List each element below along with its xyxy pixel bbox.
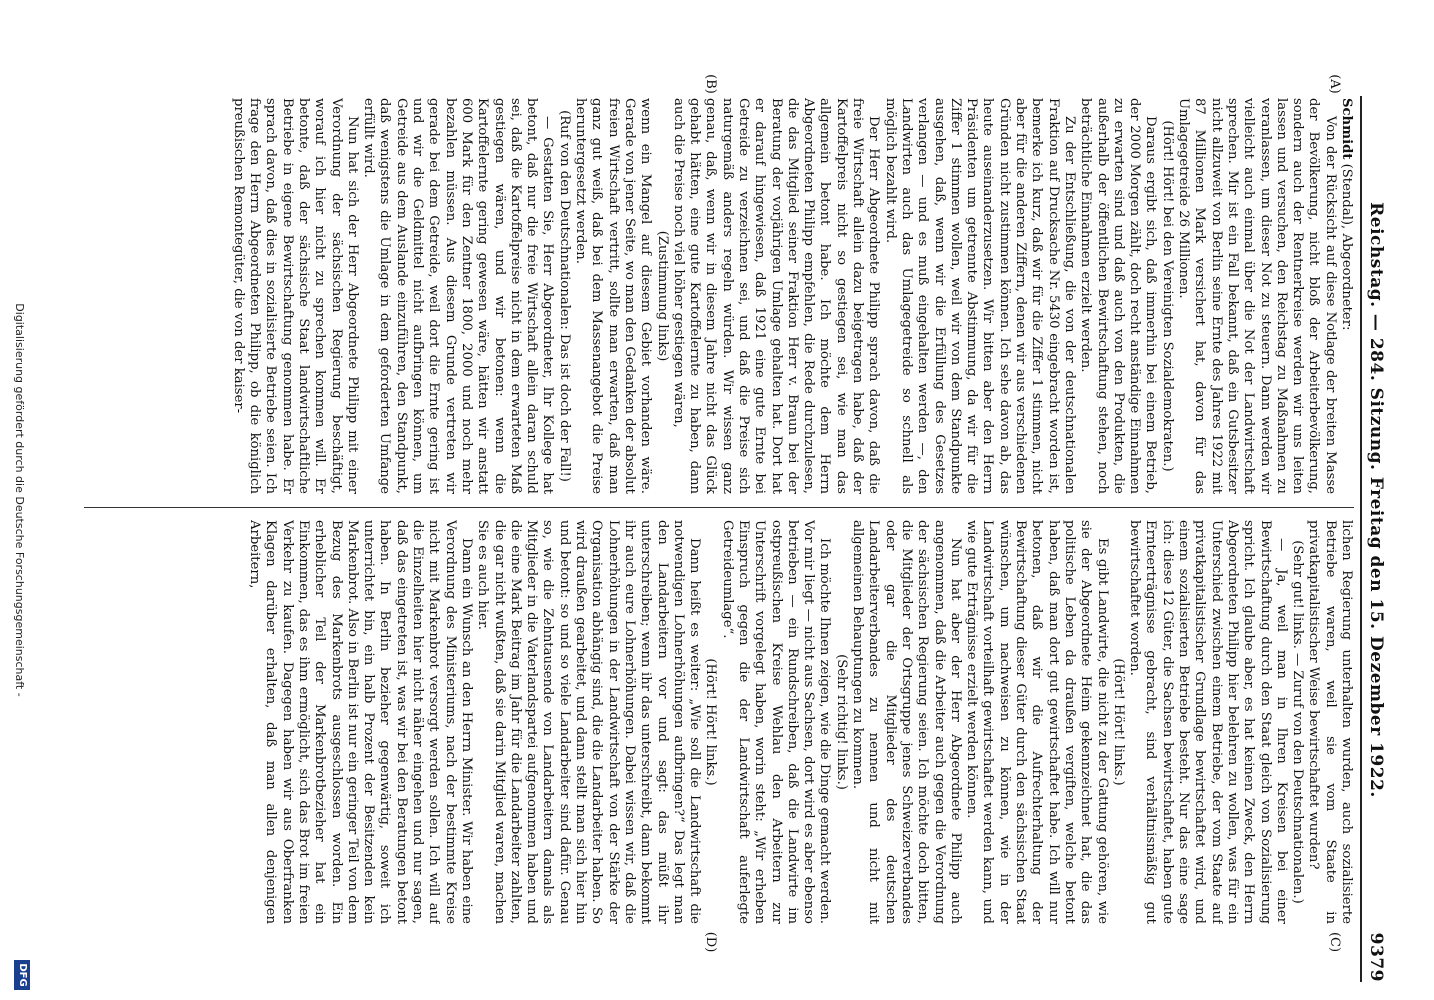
paragraph: Dann ein Wunsch an den Herrn Minister. Wir haben eine Verordnung des Ministeriums, nach der bestimmte Kreise nicht mit Markenbrot versorgt werden sollen. Ich will auf die Einzelheiten hier nicht näher eingehen und nur sagen, daß das eingetreten ist, was wir bei den Beratungen betont haben. In Berlin bezieher gegenwärtig, soweit ich unterrichtet bin, ein halb Prozent der Besitzenden kein Markenbrot. Also in Berlin ist nur ein geringer Teil von dem Bezug des Markenbrots ausgeschlossen worden. Ein erheblicher Teil der Markenbrotbezieher hat ein Einkommen, das es ihm ermöglicht, sich das Brot im freien Verkehr zu kaufen. Dagegen haben wir aus Oberfranken Klagen darüber erhalten, daß man allen denjenigen Arbeitern, [247,520,474,924]
speaker-name: Schmidt [1339,98,1354,160]
paragraph: Zu der Entschließung, die von der deutschnationalen Fraktion auf Drucksache Nr. 5430 eingebracht worden ist, bemerke ich kurz, daß wir für die Ziffer 1 stimmen, nicht aber für die anderen Ziffern, denen wir aus verschiedenen Gründen nicht zustimmen können. Ich sehe davon ab, das heute auseinanderzusetzen. Wir bitten aber den Herrn Präsidenten um getrennte Abstimmung, da wir für die Ziffer 1 stimmen wollen, weil wir von dem Standpunkte ausgehen, daß, wenn wir die Erfüllung des Gesetzes verlangen — und es muß eingehalten werden —, den Landwirten auch das Umlagegetreide so schnell als möglich bezahlt wird. [882,98,1077,494]
digitization-credit: Digitalisierung gefördert durch die Deutsche Forschungsgemeinschaft - [13,303,26,697]
interjection: (Sehr richtig! links.) [833,654,849,790]
left-column [79,98,1354,494]
speaker-affiliation: (Stendal), Abgeordneter: [1339,159,1354,331]
paragraph: — Gestatten Sie, Herr Abgeordneter, Ihr Kollege hat betont, daß nur die freie Wirtschaft allein daran schuld sei, daß die Kartoffelpreise nicht in dem erwarteten Maß gestiegen wären, und wir betonen: wenn die Kartoffelernte gering gewesen wäre, hätten wir anstatt 600 Mark für den Zentner 1800, 2000 und noch mehr bezahlen müssen. Aus diesem Grunde vertreten wir gerade bei dem Getreide, weil dort die Ernte gering ist und wir die Geldmittel nicht aufbringen können, um Getreide aus dem Auslande einzuführen, den Standpunkt, daß wenigstens die Umlage in dem geforderten Umfange erfüllt wird. [361,98,556,494]
header-rule [1360,96,1362,982]
interjection: (Ruf von den Deutschnationalen: Das ist doch der Fall!) [556,110,572,482]
page-header [1362,0,1386,1000]
page-title: Reichstag. — 284. Sitzung. Freitag den 15. Dezember 1922. [1366,202,1386,798]
paragraph: Der Herr Abgeordnete Philipp sprach davon, daß die freie Wirtschaft allein dazu beigetragen habe, daß der Kartoffelpreis nicht so gestiegen sei, wie man das allgemein betont habe. Ich möchte dem Herrn Abgeordneten Philipp empfehlen, die Rede durchzulesen, die das Mitglied seiner Fraktion Herr v. Braun bei der Beratung der vorjährigen Umlage gehalten hat. Dort hat er darauf hingewiesen, daß 1921 eine gute Ernte bei Getreide zu verzeichnen sei, und daß die Preise sich naturgemäß anders regeln würden. Wir wissen ganz genau, daß, wenn wir in diesem Jahre nicht das Glück gehabt hätten, eine gute Kartoffelernte zu haben, dann auch die Preise noch viel höher gestiegen wären, [670,98,882,494]
interjection: (Sehr gut! links. — Zuruf von den Deutschnationalen.) [1290,540,1306,904]
interjection: (Zustimmung links) [654,230,670,362]
column-divider [84,507,1354,508]
paragraph: lichen Regierung unterhalten wurden, auch sozialisierte Betriebe waren, weil sie vom Staate in privatkapitalistischer Weise bewirtschaftet wurden? [1306,520,1354,924]
paragraph: Es gibt Landwirte, die nicht zu der Gattung gehören, wie sie der Abgeordnete Heim gekennzeichnet hat, die das politische Leben da draußen vergiften, welche betont haben, daß man dort gut gewirtschaftet habe. Ich will nur betonen, daß wir die Aufrechterhaltung der Bewirtschaftung dieser Güter durch den sächsischen Staat wünschen, um nachweisen zu können, wie in der Landwirtschaft vorteilhaft gewirtschaftet werden kann, und wie gute Erträgnisse erzielt werden können. [964,520,1110,924]
paragraph: Von der Rücksicht auf diese Notlage der breiten Masse der Bevölkerung, nicht bloß der Arbeiterbevölkerung, sondern auch der Rentnerkreise werden wir uns leiten lassen und versuchen, den Reichstag zu Maßnahmen zu veranlassen, um dieser Not zu steuern. Dann werden wir vielleicht auch einmal über die Not der Landwirtschaft sprechen. Mir ist ein Fall bekannt, daß ein Gutsbesitzer nicht allzuweit von Berlin seine Ernte des Jahres 1922 mit 87 Millionen Mark versichert hat, davon für das Umlagegetreide 26 Millionen. [1176,98,1338,494]
paragraph: Ich möchte Ihnen zeigen, wie die Dinge gemacht werden. Vor mir liegt — nicht aus Sachsen, dort wird es aber ebenso betrieben — ein Rundschreiben, daß die Landwirte im ostpreußischen Kreise Wehlau den Arbeitern zur Unterschrift vorgelegt haben, worin steht: „Wir erheben Einspruch gegen die der Landwirtschaft auferlegte Getreideumlage“. [719,520,833,924]
interjection: (Hört! Hört! links.) [1110,658,1126,786]
margin-marker-d: (D) [703,931,718,953]
page-number: 9379 [1366,932,1386,982]
paragraph: Dann heißt es weiter: „Wie soll die Landwirtschaft die notwendigen Lohnerhöhungen aufbringen?“ Das legt man den Landarbeitern vor und sagt: das müßt ihr unterschreiben; wenn ihr das unterschreibt, dann bekommt ihr auch eure Lohnerhöhungen. Dabei wissen wir, daß die Lohnerhöhungen in der Landwirtschaft von der Stärke der Organisation abhängig sind, die die Landarbeiter haben. So wird draußen gearbeitet, und dann stellt man sich hier hin und betont: so und so viele Landarbeiter sind dafür. Genau so, wie die Zehntausende von Landarbeitern damals als Mitglieder in die Vaterlandspartei aufgenommen haben und die eine Mark Beitrag im Jahr für die Landarbeiter zahlten, die gar nicht wußten, daß sie darin Mitglied waren, machen Sie es auch hier. [475,520,703,924]
right-column [79,520,1354,924]
speaker-line [1338,98,1354,494]
paragraph: Daraus ergibt sich, daß immerhin bei einem Betrieb, der 2000 Morgen zählt, doch recht anständige Einnahmen zu erwarten sind und daß auch von den Produkten, die außerhalb der öffentlichen Bewirtschaftung stehen, noch beträchtliche Einnahmen erzielt werden. [1078,98,1159,494]
interjection: (Hört! Hört! bei den Vereinigten Sozialdemokraten.) [1159,120,1175,472]
margin-marker-b: (B) [703,74,718,94]
paragraph: Nun hat aber der Herr Abgeordnete Philipp auch angenommen, daß die Arbeiter auch gegen die Verordnung der sächsischen Regierung seien. Ich möchte doch bitten, die Mitglieder der Ortsgruppe jenes Schweizerverbandes oder gar die Mitglieder des deutschen Landarbeiterverbandes zu nennen und nicht mit allgemeinen Behauptungen zu kommen. [850,520,963,924]
dfg-logo: DFG [14,960,30,990]
margin-marker-c: (C) [1327,931,1342,953]
paragraph: wenn ein Mangel auf diesem Gebiet vorhanden wäre. Gerade von jener Seite, wo man den Gedanken der absolut freien Wirtschaft vertritt, sollte man erwarten, daß man ganz gut weiß, daß bei dem Massenangebot die Preise heruntergesetzt werden. [573,98,654,494]
paragraph: — Ja, weil man in Ihren Kreisen bei einer Bewirtschaftung durch den Staat gleich von Sozialisierung spricht. Ich glaube aber, es hat keinen Zweck, den Herrn Abgeordneten Philipp hier belehren zu wollen, was für ein Unterschied zwischen einem Betriebe, der vom Staate auf privatkapitalistischer Grundlage bewirtschaftet wird, und einem sozialisierten Betriebe besteht. Nur das eine sage ich: diese 12 Güter, die Sachsen bewirtschaftet, haben gute Ernteerträgnisse gebracht, sind verhältnismäßig gut bewirtschaftet worden. [1127,520,1289,924]
margin-marker-a: (A) [1327,74,1342,94]
paragraph: Nun hat sich der Herr Abgeordnete Philipp mit einer Verordnung der sächsischen Regierung beschäftigt, worauf ich hier nicht zu sprechen kommen will. Er betonte, daß der sächsische Staat landwirtschaftliche Betriebe in eigene Bewirtschaftung genommen habe. Er sprach davon, daß dies in sozialisierte Betriebe seien. Ich frage den Herrn Abgeordneten Philipp, ob die königlich preußischen Remontegüter, die von der kaiser- [230,98,360,494]
interjection: (Hört! Hört! links.) [703,658,719,786]
